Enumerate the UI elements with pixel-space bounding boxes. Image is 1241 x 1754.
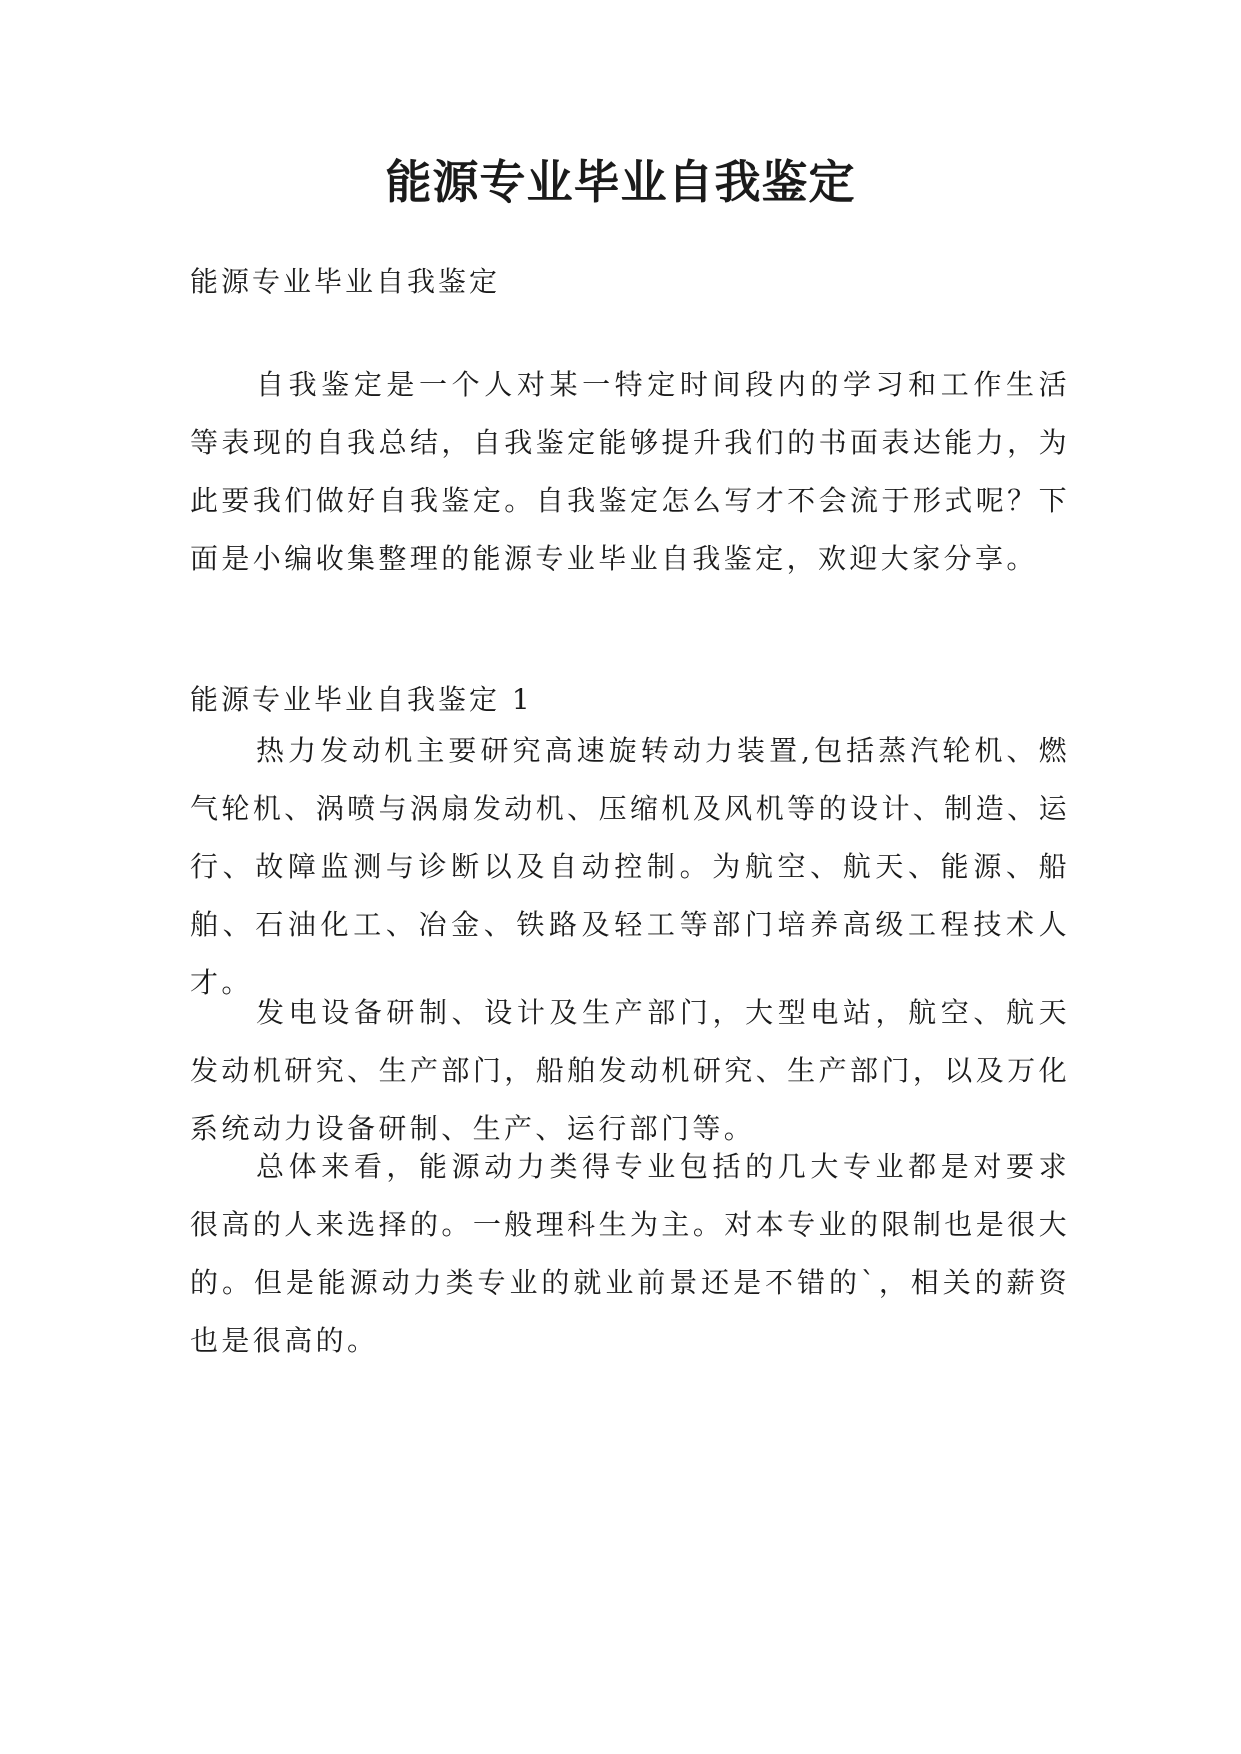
section-heading: 能源专业毕业自我鉴定 1: [190, 683, 533, 716]
body-paragraph-3: 总体来看，能源动力类得专业包括的几大专业都是对要求很高的人来选择的。一般理科生为主。对本专业的限制也是很大的。但是能源动力类专业的就业前景还是不错的`，相关的薪资也是很高的。: [190, 1150, 1070, 1357]
body-paragraph-2: 发电设备研制、设计及生产部门，大型电站，航空、航天发动机研究、生产部门，船舶发动机研究、生产部门，以及万化系统动力设备研制、生产、运行部门等。: [190, 996, 1070, 1145]
document-title: 能源专业毕业自我鉴定: [385, 155, 856, 209]
subtitle-heading: 能源专业毕业自我鉴定: [190, 265, 501, 298]
intro-paragraph: 自我鉴定是一个人对某一特定时间段内的学习和工作生活等表现的自我总结，自我鉴定能够提升我们的书面表达能力，为此要我们做好自我鉴定。自我鉴定怎么写才不会流于形式呢？下面是小编收集整理的能源专业毕业自我鉴定，欢迎大家分享。: [190, 368, 1070, 575]
body-paragraph-1: 热力发动机主要研究高速旋转动力装置,包括蒸汽轮机、燃气轮机、涡喷与涡扇发动机、压缩机及风机等的设计、制造、运行、故障监测与诊断以及自动控制。为航空、航天、能源、船舶、石油化工、冶金、铁路及轻工等部门培养高级工程技术人才。: [190, 734, 1070, 999]
